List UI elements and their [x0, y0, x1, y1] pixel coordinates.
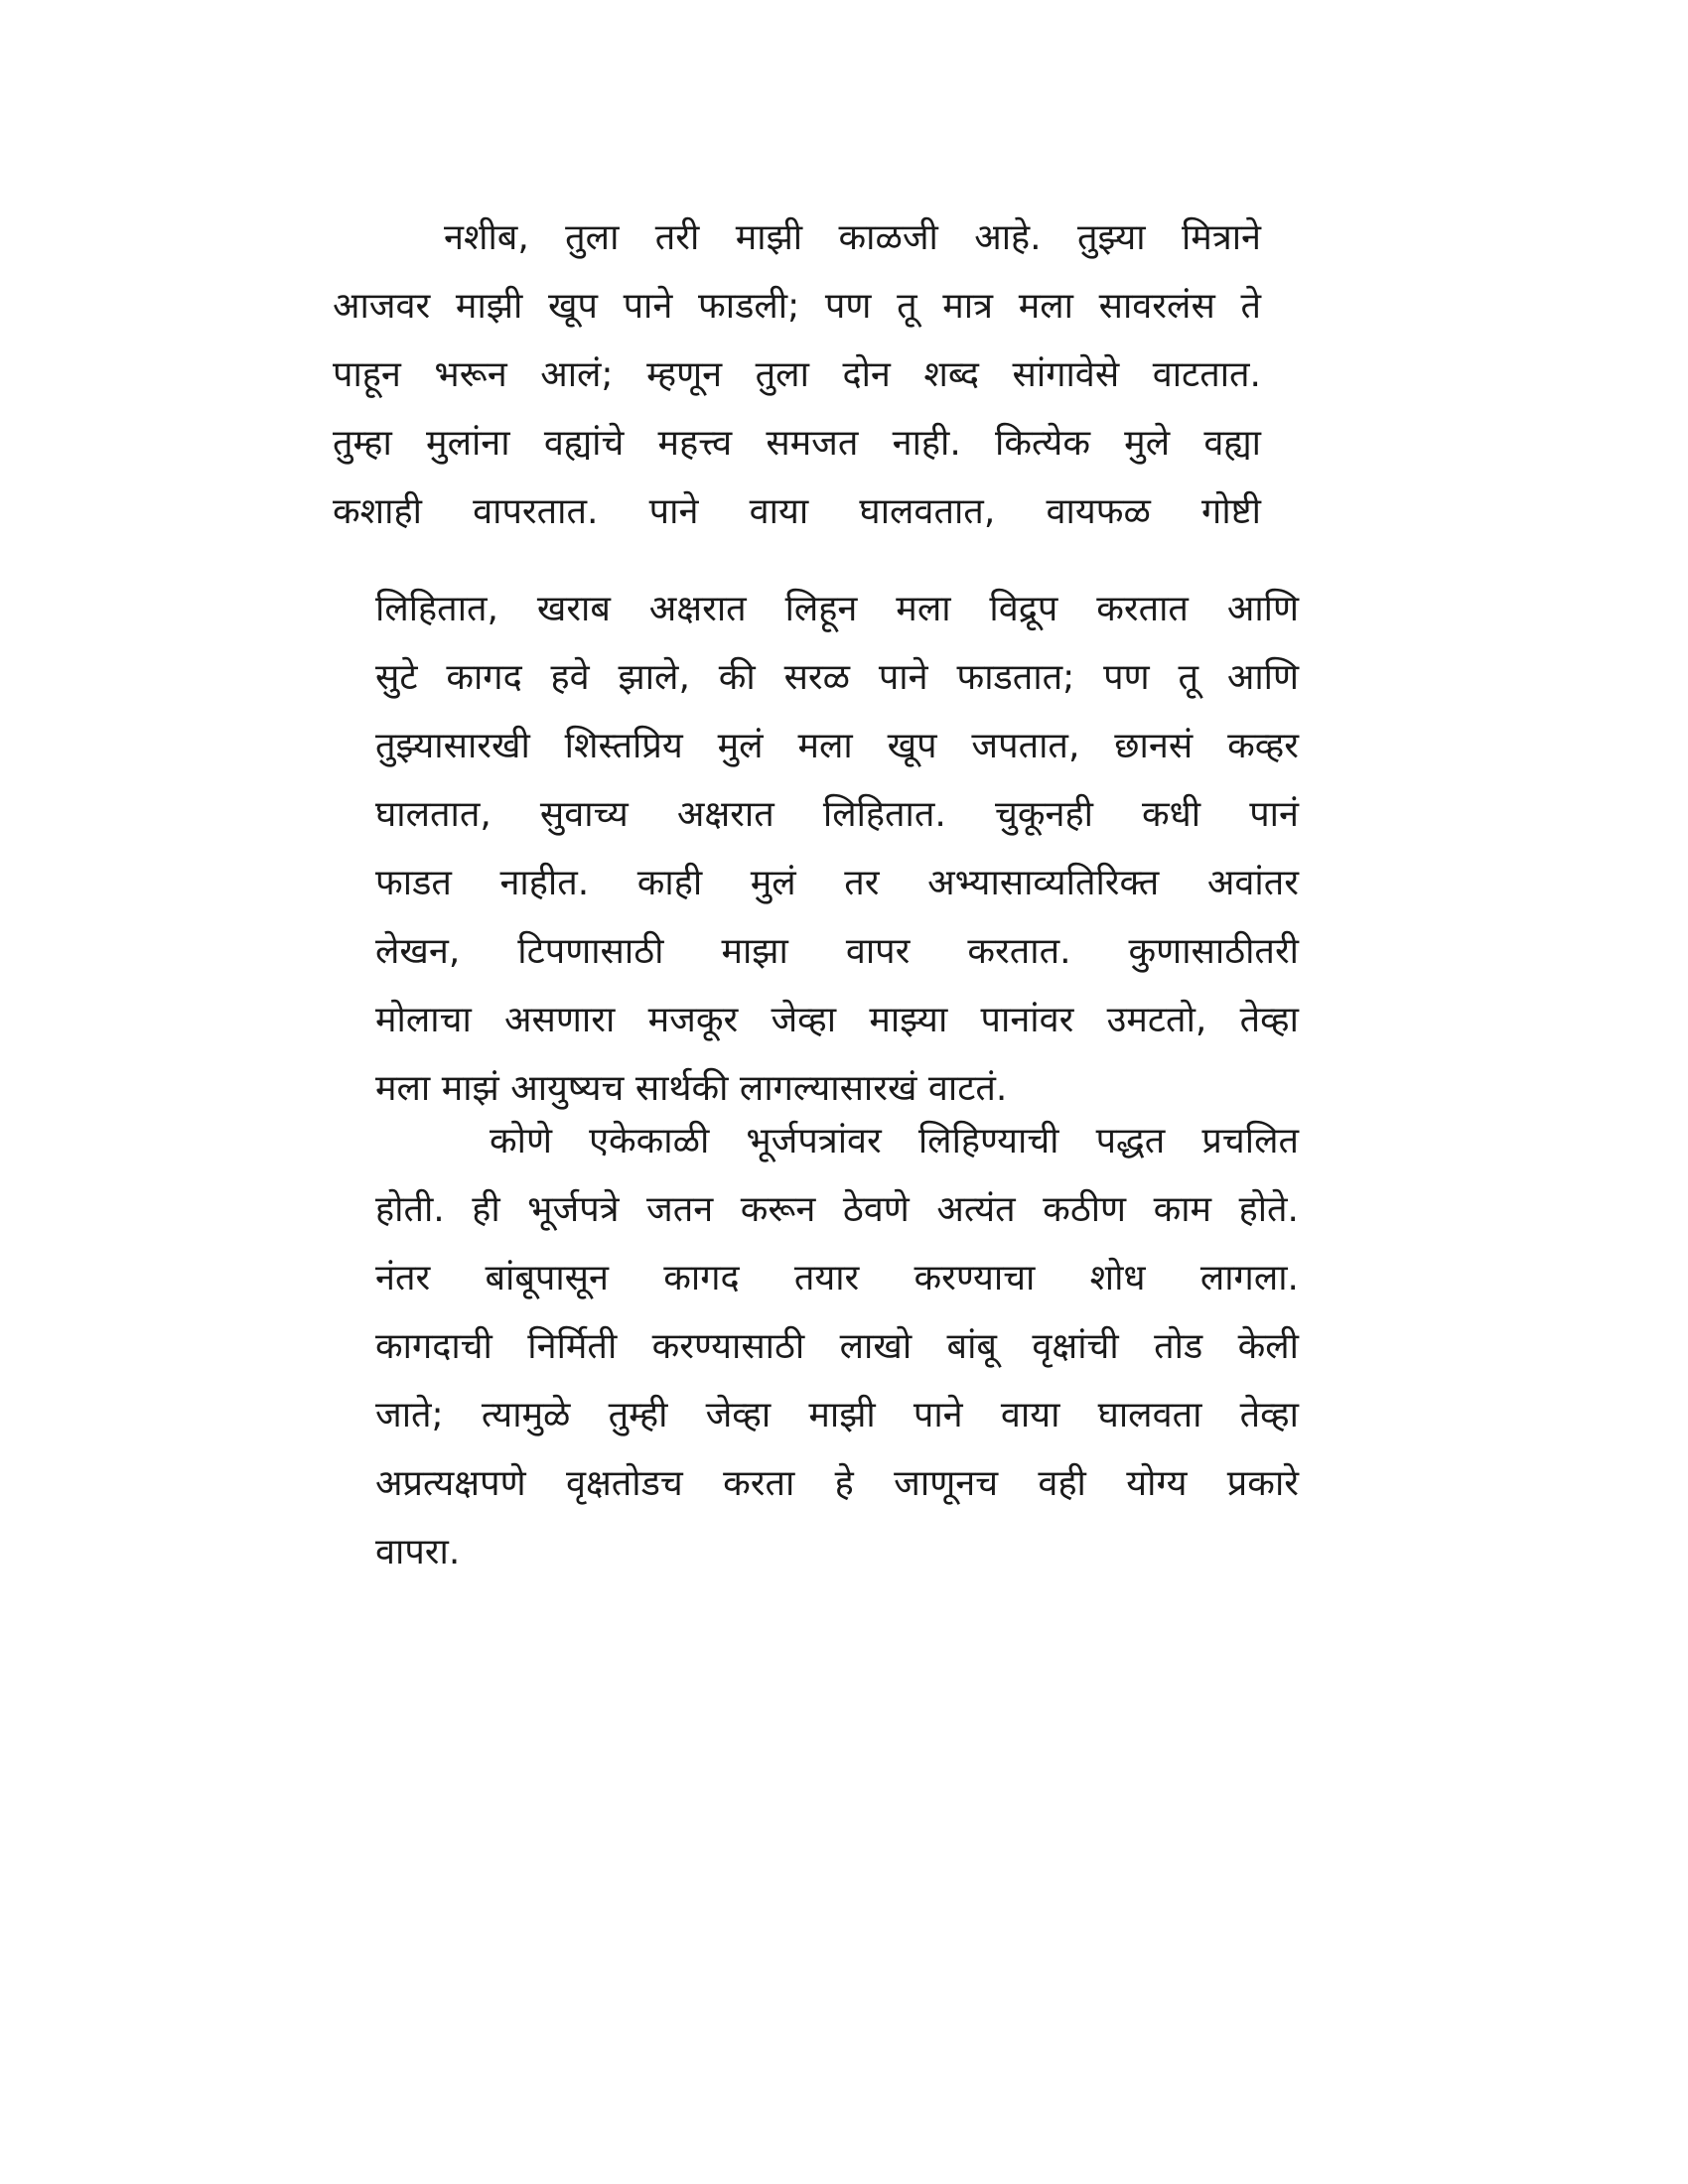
- paragraph-3-line: अप्रत्यक्षपणे वृक्षतोडच करता हे जाणूनच वही योग्य प्रकारे: [375, 1463, 1299, 1504]
- paragraph-1-line: पाहून भरून आलं; म्हणून तुला दोन शब्द सांगावेसे वाटतात.: [333, 354, 1261, 395]
- paragraph-2-line: फाडत नाहीत. काही मुलं तर अभ्यासाव्यतिरिक्त अवांतर: [375, 863, 1299, 903]
- paragraph-2-line: लिहितात, खराब अक्षरात लिहून मला विद्रूप करतात आणि: [375, 589, 1299, 629]
- paragraph-1-line: आजवर माझी खूप पाने फाडली; पण तू मात्र मला सावरलंस ते: [333, 286, 1261, 327]
- paragraph-1: [333, 204, 1261, 546]
- paragraph-2-line: तुझ्यासारखी शिस्तप्रिय मुलं मला खूप जपतात, छानसं कव्हर: [375, 726, 1299, 766]
- paragraph-2-line: मोलाचा असणारा मजकूर जेव्हा माझ्या पानांवर उमटतो, तेव्हा: [375, 1000, 1299, 1040]
- paragraph-2-line: मला माझं आयुष्यच सार्थकी लागल्यासारखं वाटतं.: [375, 1068, 1008, 1109]
- paragraph-2: [375, 575, 1299, 1123]
- paragraph-1-line: तुम्हा मुलांना वह्यांचे महत्त्व समजत नाही. कित्येक मुले वह्या: [333, 423, 1261, 464]
- paragraph-1-line: नशीब, तुला तरी माझी काळजी आहे. तुझ्या मित्राने: [444, 217, 1261, 258]
- paragraph-2-line: लेखन, टिपणासाठी माझा वापर करतात. कुणासाठीतरी: [375, 931, 1299, 972]
- paragraph-3: [375, 1107, 1299, 1586]
- paragraph-3-line: कोणे एकेकाळी भूर्जपत्रांवर लिहिण्याची पद्धत प्रचलित: [490, 1121, 1299, 1161]
- paragraph-3-line: नंतर बांबूपासून कागद तयार करण्याचा शोध लागला.: [375, 1258, 1299, 1298]
- paragraph-2-line: घालतात, सुवाच्य अक्षरात लिहितात. चुकूनही कधी पानं: [375, 794, 1299, 835]
- paragraph-3-line: होती. ही भूर्जपत्रे जतन करून ठेवणे अत्यंत कठीण काम होते.: [375, 1189, 1299, 1230]
- paragraph-3-line: वापरा.: [375, 1532, 461, 1572]
- paragraph-2-line: सुटे कागद हवे झाले, की सरळ पाने फाडतात; पण तू आणि: [375, 657, 1299, 698]
- paragraph-3-line: कागदाची निर्मिती करण्यासाठी लाखो बांबू वृक्षांची तोड केली: [375, 1326, 1299, 1367]
- paragraph-1-line: कशाही वापरतात. पाने वाया घालवतात, वायफळ गोष्टी: [333, 491, 1261, 532]
- paragraph-3-line: जाते; त्यामुळे तुम्ही जेव्हा माझी पाने वाया घालवता तेव्हा: [375, 1395, 1299, 1435]
